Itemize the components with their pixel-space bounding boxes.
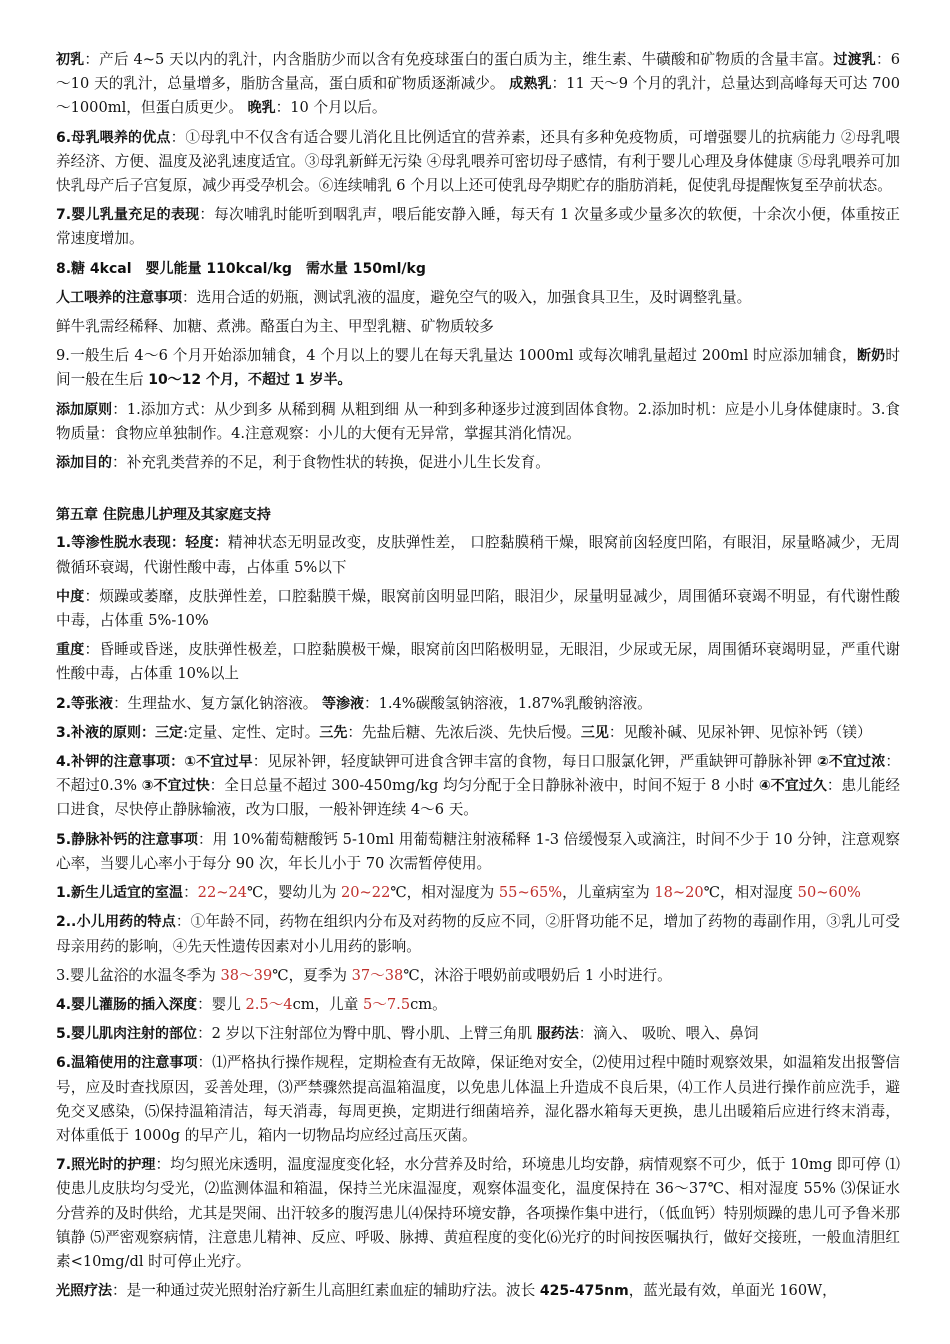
potassium-paragraph: 4.补钾的注意事项：①不宜过早：见尿补钾，轻度缺钾可进食含钾丰富的食物，每日口服氯化钾，严重缺钾可静脉补钾 ②不宜过浓：不超过0.3% ③不宜过快：全日总量不超过 300-450mg/kg 均匀分配于全日静脉补液中，时间不短于 8 小时 ④不宜过久：患儿能经口进食，尽快停止静脉输液，改为口服，一般补钾连续 4～6 天。: [56, 753, 900, 819]
phototherapy-care-paragraph: 7.照光时的护理：均匀照光床透明，温度湿度变化轻，水分营养及时给，环境患儿均安静，病情观察不可少，低于 10mg 即可停 ⑴使患儿皮肤均匀受光，⑵监测体温和箱温，保持兰光床温湿度，观察体温变化，温度保持在 36～37℃、相对湿度 55% ⑶保证水分营养的及时供给，尤其是哭闹、出汗较多的腹泻患儿⑷保持环境安静，各项操作集中进行，（低血钙）特别烦躁的患儿可予鲁米那镇静 ⑸严密观察病情，注意患儿精神、反应、呼吸、脉搏、黄疸程度的变化⑹光疗的时间按医嘱执行，做好交接班，一般血清胆红素<10mg/dl 时可停止光疗。: [56, 1156, 901, 1270]
fluid-principles-paragraph: 3.补液的原则：三定:定量、定性、定时。三先：先盐后糖、先浓后淡、先快后慢。三见：见酸补碱、见尿补钾、见惊补钙（镁）: [56, 723, 872, 741]
colostrum-label: 初乳: [56, 52, 85, 68]
phototherapy-paragraph: 光照疗法：是一种通过荧光照射治疗新生儿高胆红素血症的辅助疗法。波长 425-475nm，蓝光最有效，单面光 160W，: [56, 1282, 837, 1300]
cow-milk-line: 鲜牛乳需经稀释、加糖、煮沸。酪蛋白为主、甲型乳糖、矿物质较多: [56, 318, 494, 336]
pediatric-medication-paragraph: 2..小儿用药的特点：①年龄不同，药物在组织内分布及对药物的反应不同，②肝肾功能不足，增加了药物的毒副作用，③乳儿可受母亲用药的影响，④先天性遗传因素对小儿用药的影响。: [56, 913, 900, 955]
bath-temperature-line: 3.婴儿盆浴的水温冬季为 38～39℃，夏季为 37～38℃，沐浴于喂奶前或喂奶后 1 小时进行。: [56, 966, 672, 984]
mature-milk-label: 成熟乳: [509, 76, 552, 93]
chapter-title: 第五章 住院患儿护理及其家庭支持: [56, 507, 271, 524]
milk-types-paragraph: 初乳：产后 4~5 天以内的乳汁，内含脂肪少而以含有免疫球蛋白的蛋白质为主，维生素、牛磺酸和矿物质的含量丰富。过渡乳：6～10 天的乳汁，总量增多，脂肪含量高，蛋白质和矿物质逐渐减少。 成熟乳：11 天～9 个月的乳汁，总量达到高峰每天可达 700～1000ml，但蛋白质更少。 晚乳：10 个月以后。: [56, 51, 900, 117]
incubator-paragraph: 6.温箱使用的注意事项：⑴严格执行操作规程，定期检查有无故障，保证绝对安全，⑵使用过程中随时观察效果，如温箱发出报警信号，应及时查找原因，妥善处理，⑶严禁骤然提高温箱温度，以免患儿体温上升造成不良后果，⑷工作人员进行操作前应洗手，避免交叉感染，⑸保持温箱清洁，每天消毒，每周更换，定期进行细菌培养，湿化器水箱每天更换，患儿出暖箱后应进行终末消毒，对体重低于 1000g 的早产儿，箱内一切物品均应经过高压灭菌。: [56, 1054, 900, 1144]
artificial-feeding-paragraph: 人工喂养的注意事项：选用合适的奶瓶，测试乳液的温度，避免空气的吸入，加强食具卫生，及时调整乳量。: [56, 288, 752, 306]
transitional-milk-label: 过渡乳: [833, 52, 876, 68]
calcium-paragraph: 5.静脉补钙的注意事项：用 10%葡萄糖酸钙 5-10ml 用葡萄糖注射液稀释 1-3 倍缓慢泵入或滴注，时间不少于 10 分钟，注意观察心率，当婴儿心率小于每分 90 次，年长儿小于 70 次需暂停使用。: [56, 830, 901, 872]
injection-site-line: 5.婴儿肌肉注射的部位：2 岁以下注射部位为臀中肌、臀小肌、上臂三角肌 服药法：滴入、 吸吮、喂入、鼻饲: [56, 1025, 759, 1043]
room-temperature-line: 1.新生儿适宜的室温：22~24℃，婴幼儿为 20~22℃，相对湿度为 55~65%，儿童病室为 18~20℃，相对湿度 50~60%: [56, 884, 861, 902]
dehydration-mild-paragraph: 1.等渗性脱水表现：轻度：精神状态无明显改变，皮肤弹性差， 口腔黏膜稍干燥，眼窝前囟轻度凹陷，有眼泪，尿量略减少，无周微循环衰竭，代谢性酸中毒，占体重 5%以下: [56, 534, 900, 576]
enema-depth-line: 4.婴儿灌肠的插入深度：婴儿 2.5～4cm，儿童 5～7.5cm。: [56, 995, 447, 1013]
late-milk-label: 晚乳: [247, 100, 276, 117]
breastfeeding-advantages-paragraph: 6.母乳喂养的优点：①母乳中不仅含有适合婴儿消化且比例适宜的营养素，还具有多种免疫物质，可增强婴儿的抗病能力 ②母乳喂养经济、方便、温度及泌乳速度适宜。③母乳新鲜无污染 ④母乳喂养可密切母子感情，有利于婴儿心理及身体健康 ⑤母乳喂养可加快乳母产后子宫复原，减少再受孕机会。⑥连续哺乳 6 个月以上还可使乳母孕期贮存的脂肪消耗，促使乳母提醒恢复至孕前状态。: [56, 128, 900, 195]
energy-line: 8.糖 4kcal 婴儿能量 110kcal/kg 需水量 150ml/kg: [56, 260, 426, 277]
adding-principles-paragraph: 添加原则：1.添加方式：从少到多 从稀到稠 从粗到细 从一种到多种逐步过渡到固体食物。2.添加时机：应是小儿身体健康时。3.食物质量：食物应单独制作。4.注意观察：小儿的大便有无异常，掌握其消化情况。: [56, 400, 901, 442]
dehydration-severe-paragraph: 重度：昏睡或昏迷，皮肤弹性极差，口腔黏膜极干燥，眼窝前囟凹陷极明显，无眼泪，少尿或无尿，周围循环衰竭明显，严重代谢性酸中毒，占体重 10%以上: [56, 641, 900, 683]
complementary-food-paragraph: 9.一般生后 4～6 个月开始添加辅食，4 个月以上的婴儿在每天乳量达 1000ml 或每次哺乳量超过 200ml 时应添加辅食，断奶时间一般在生后 10～12 个月，不超过 1 岁半。: [56, 347, 901, 389]
sufficient-milk-paragraph: 7.婴儿乳量充足的表现：每次哺乳时能听到咽乳声，喂后能安静入睡，每天有 1 次量多或少量多次的软便，十余次小便，体重按正常速度增加。: [56, 206, 900, 248]
dehydration-moderate-paragraph: 中度：烦躁或萎靡，皮肤弹性差，口腔黏膜干燥，眼窝前囟明显凹陷，眼泪少，尿量明显减少，周围循环衰竭不明显，有代谢性酸中毒，占体重 5%-10%: [56, 587, 900, 630]
isotonic-solution-line: 2.等张液：生理盐水、复方氯化钠溶液。 等渗液：1.4%碳酸氢钠溶液，1.87%乳酸钠溶液。: [56, 694, 652, 712]
adding-purpose-paragraph: 添加目的：补充乳类营养的不足，利于食物性状的转换，促进小儿生长发育。: [56, 454, 550, 472]
